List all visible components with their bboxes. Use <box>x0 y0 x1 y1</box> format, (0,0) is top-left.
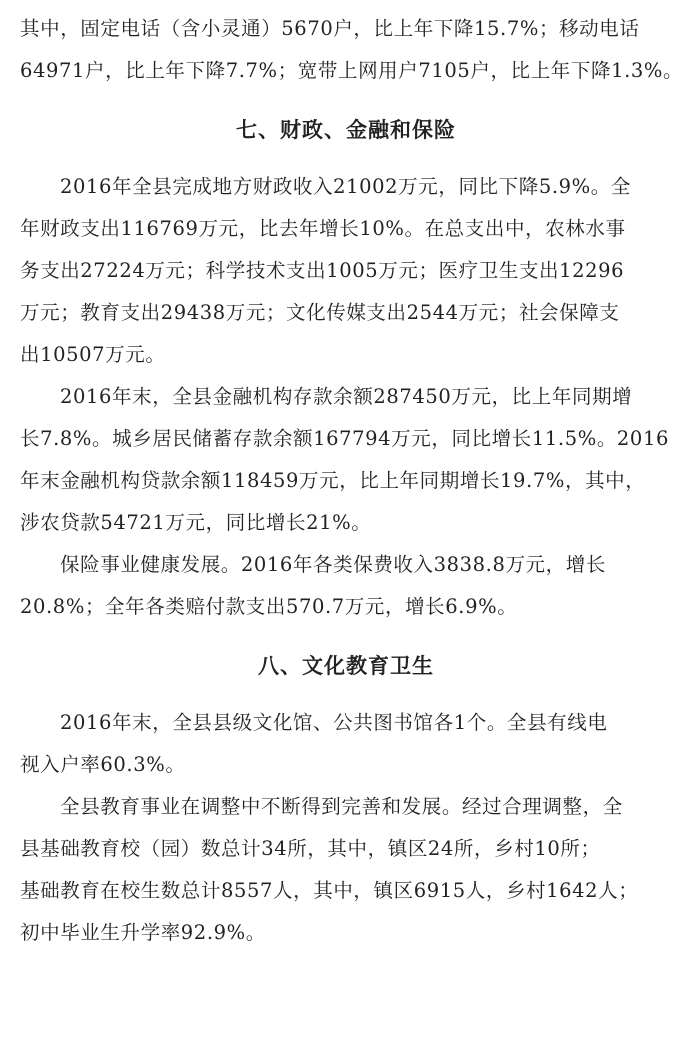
text-line: 长7.8%。城乡居民储蓄存款余额167794万元，同比增长11.5%。2016 <box>20 427 669 450</box>
finance-deposit-paragraph <box>20 376 672 544</box>
text-line: 出10507万元。 <box>20 343 166 366</box>
text-line: 2016年末，全县县级文化馆、公共图书馆各1个。全县有线电 <box>60 711 608 734</box>
text-line: 视入户率60.3%。 <box>20 753 186 776</box>
text-line: 涉农贷款54721万元，同比增长21%。 <box>20 511 372 534</box>
text-line: 县基础教育校（园）数总计34所，其中，镇区24所，乡村10所； <box>20 837 601 860</box>
text-line: 64971户，比上年下降7.7%；宽带上网用户7105户，比上年下降1.3%。 <box>20 59 684 82</box>
text-line: 务支出27224万元；科学技术支出1005万元；医疗卫生支出12296 <box>20 259 625 282</box>
text-line: 2016年末，全县金融机构存款余额287450万元，比上年同期增 <box>60 385 633 408</box>
text-line: 年财政支出116769万元，比去年增长10%。在总支出中，农林水事 <box>20 217 626 240</box>
section-heading-finance: 七、财政、金融和保险 <box>236 118 456 142</box>
insurance-paragraph <box>20 544 672 628</box>
text-line: 2016年全县完成地方财政收入21002万元，同比下降5.9%。全 <box>60 175 631 198</box>
text-line: 基础教育在校生数总计8557人，其中，镇区6915人，乡村1642人； <box>20 879 639 902</box>
text-line: 全县教育事业在调整中不断得到完善和发展。经过合理调整，全 <box>60 795 623 818</box>
text-line: 年末金融机构贷款余额118459万元，比上年同期增长19.7%，其中， <box>20 469 646 492</box>
text-line: 初中毕业生升学率92.9%。 <box>20 921 266 944</box>
education-paragraph <box>20 786 672 954</box>
intro-paragraph <box>20 8 684 92</box>
text-line: 20.8%；全年各类赔付款支出570.7万元，增长6.9%。 <box>20 595 518 618</box>
finance-revenue-paragraph <box>20 166 672 376</box>
text-line: 其中，固定电话（含小灵通）5670户，比上年下降15.7%；移动电话 <box>20 17 640 40</box>
text-line: 万元；教育支出29438万元；文化传媒支出2544万元；社会保障支 <box>20 301 620 324</box>
culture-paragraph <box>20 702 672 786</box>
section-heading-culture: 八、文化教育卫生 <box>258 654 434 678</box>
text-line: 保险事业健康发展。2016年各类保费收入3838.8万元，增长 <box>60 553 606 576</box>
